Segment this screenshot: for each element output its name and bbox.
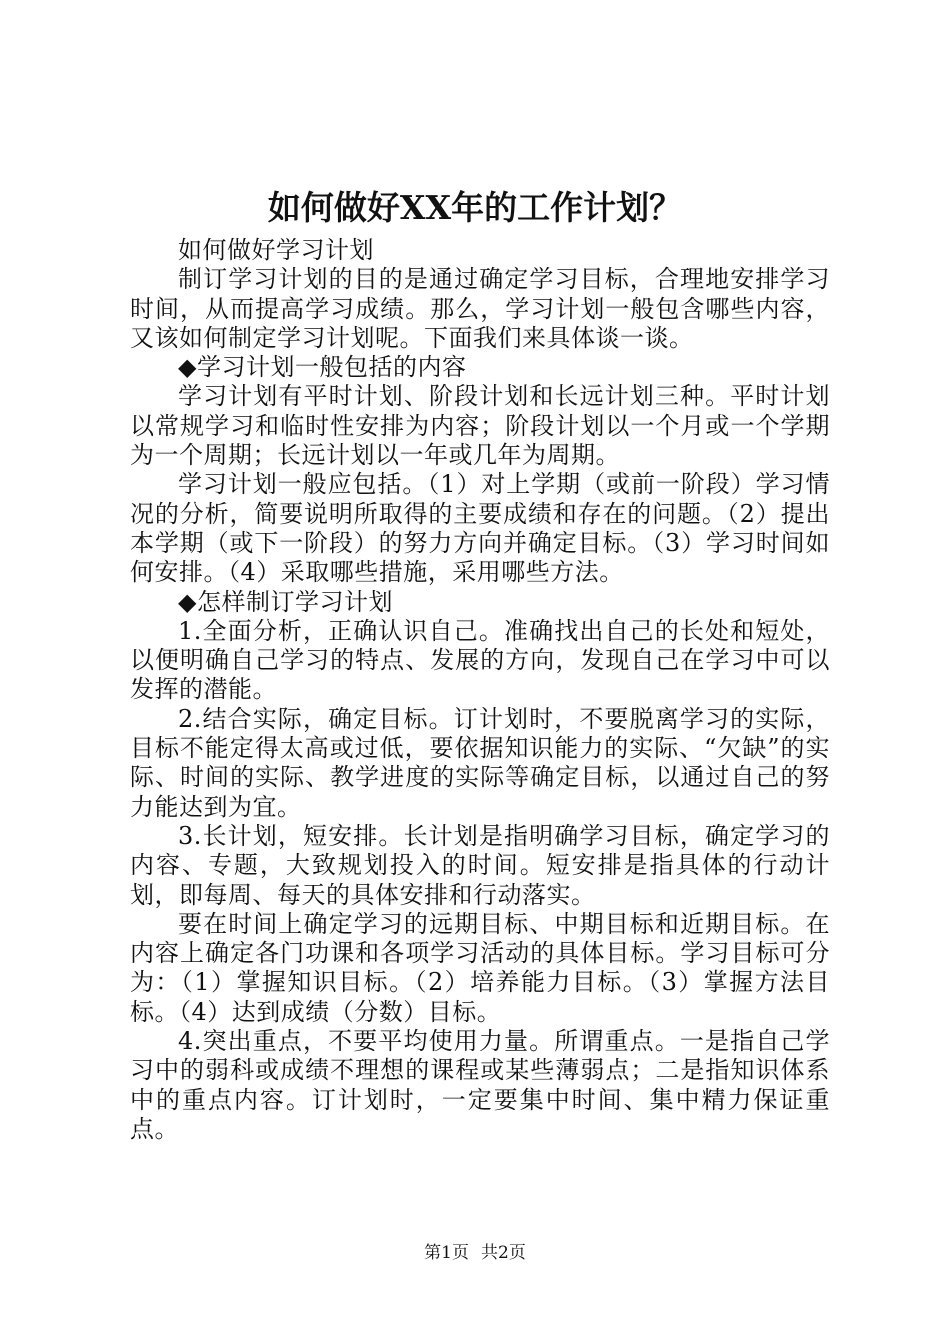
page-number: 第1页 [424,1243,469,1263]
page-footer [0,1241,950,1265]
list-item: 2.结合实际，确定目标。订计划时，不要脱离学习的实际，目标不能定得太高或过低，要依据知识能力的实际、“欠缺”的实际、时间的实际、教学进度的实际等确定目标，以通过自己的努力能达到为宜。 [130,704,830,821]
document-title: 如何做好XX年的工作计划？ [267,188,683,227]
paragraph: 要在时间上确定学习的远期目标、中期目标和近期目标。在内容上确定各门功课和各项学习活动的具体目标。学习目标可分为：（1）掌握知识目标。（2）培养能力目标。（3）掌握方法目标。（4）达到成绩（分数）目标。 [130,909,830,1026]
paragraph: 学习计划有平时计划、阶段计划和长远计划三种。平时计划以常规学习和临时性安排为内容；阶段计划以一个月或一个学期为一个周期；长远计划以一年或几年为周期。 [130,382,830,470]
list-item: 1.全面分析，正确认识自己。准确找出自己的长处和短处，以便明确自己学习的特点、发展的方向，发现自己在学习中可以发挥的潜能。 [130,616,830,704]
section-heading: ◆学习计划一般包括的内容 [178,353,467,382]
paragraph: 学习计划一般应包括。（1）对上学期（或前一阶段）学习情况的分析，简要说明所取得的主要成绩和存在的问题。（2）提出本学期（或下一阶段）的努力方向并确定目标。（3）学习时间如何安排。（4）采取哪些措施，采用哪些方法。 [130,470,830,587]
paragraph: 制订学习计划的目的是通过确定学习目标，合理地安排学习时间，从而提高学习成绩。那么，学习计划一般包含哪些内容，又该如何制定学习计划呢。下面我们来具体谈一谈。 [130,265,830,352]
section-heading: ◆怎样制订学习计划 [178,587,393,616]
document-body [130,236,830,1144]
list-item: 4.突出重点，不要平均使用力量。所谓重点。一是指自己学习中的弱科或成绩不理想的课程或某些薄弱点；二是指知识体系中的重点内容。订计划时，一定要集中时间、集中精力保证重点。 [130,1027,830,1143]
list-item: 3.长计划，短安排。长计划是指明确学习目标，确定学习的内容、专题，大致规划投入的时间。短安排是指具体的行动计划，即每周、每天的具体安排和行动落实。 [130,821,830,909]
page-total: 共2页 [481,1243,526,1263]
paragraph: 如何做好学习计划 [178,236,374,264]
